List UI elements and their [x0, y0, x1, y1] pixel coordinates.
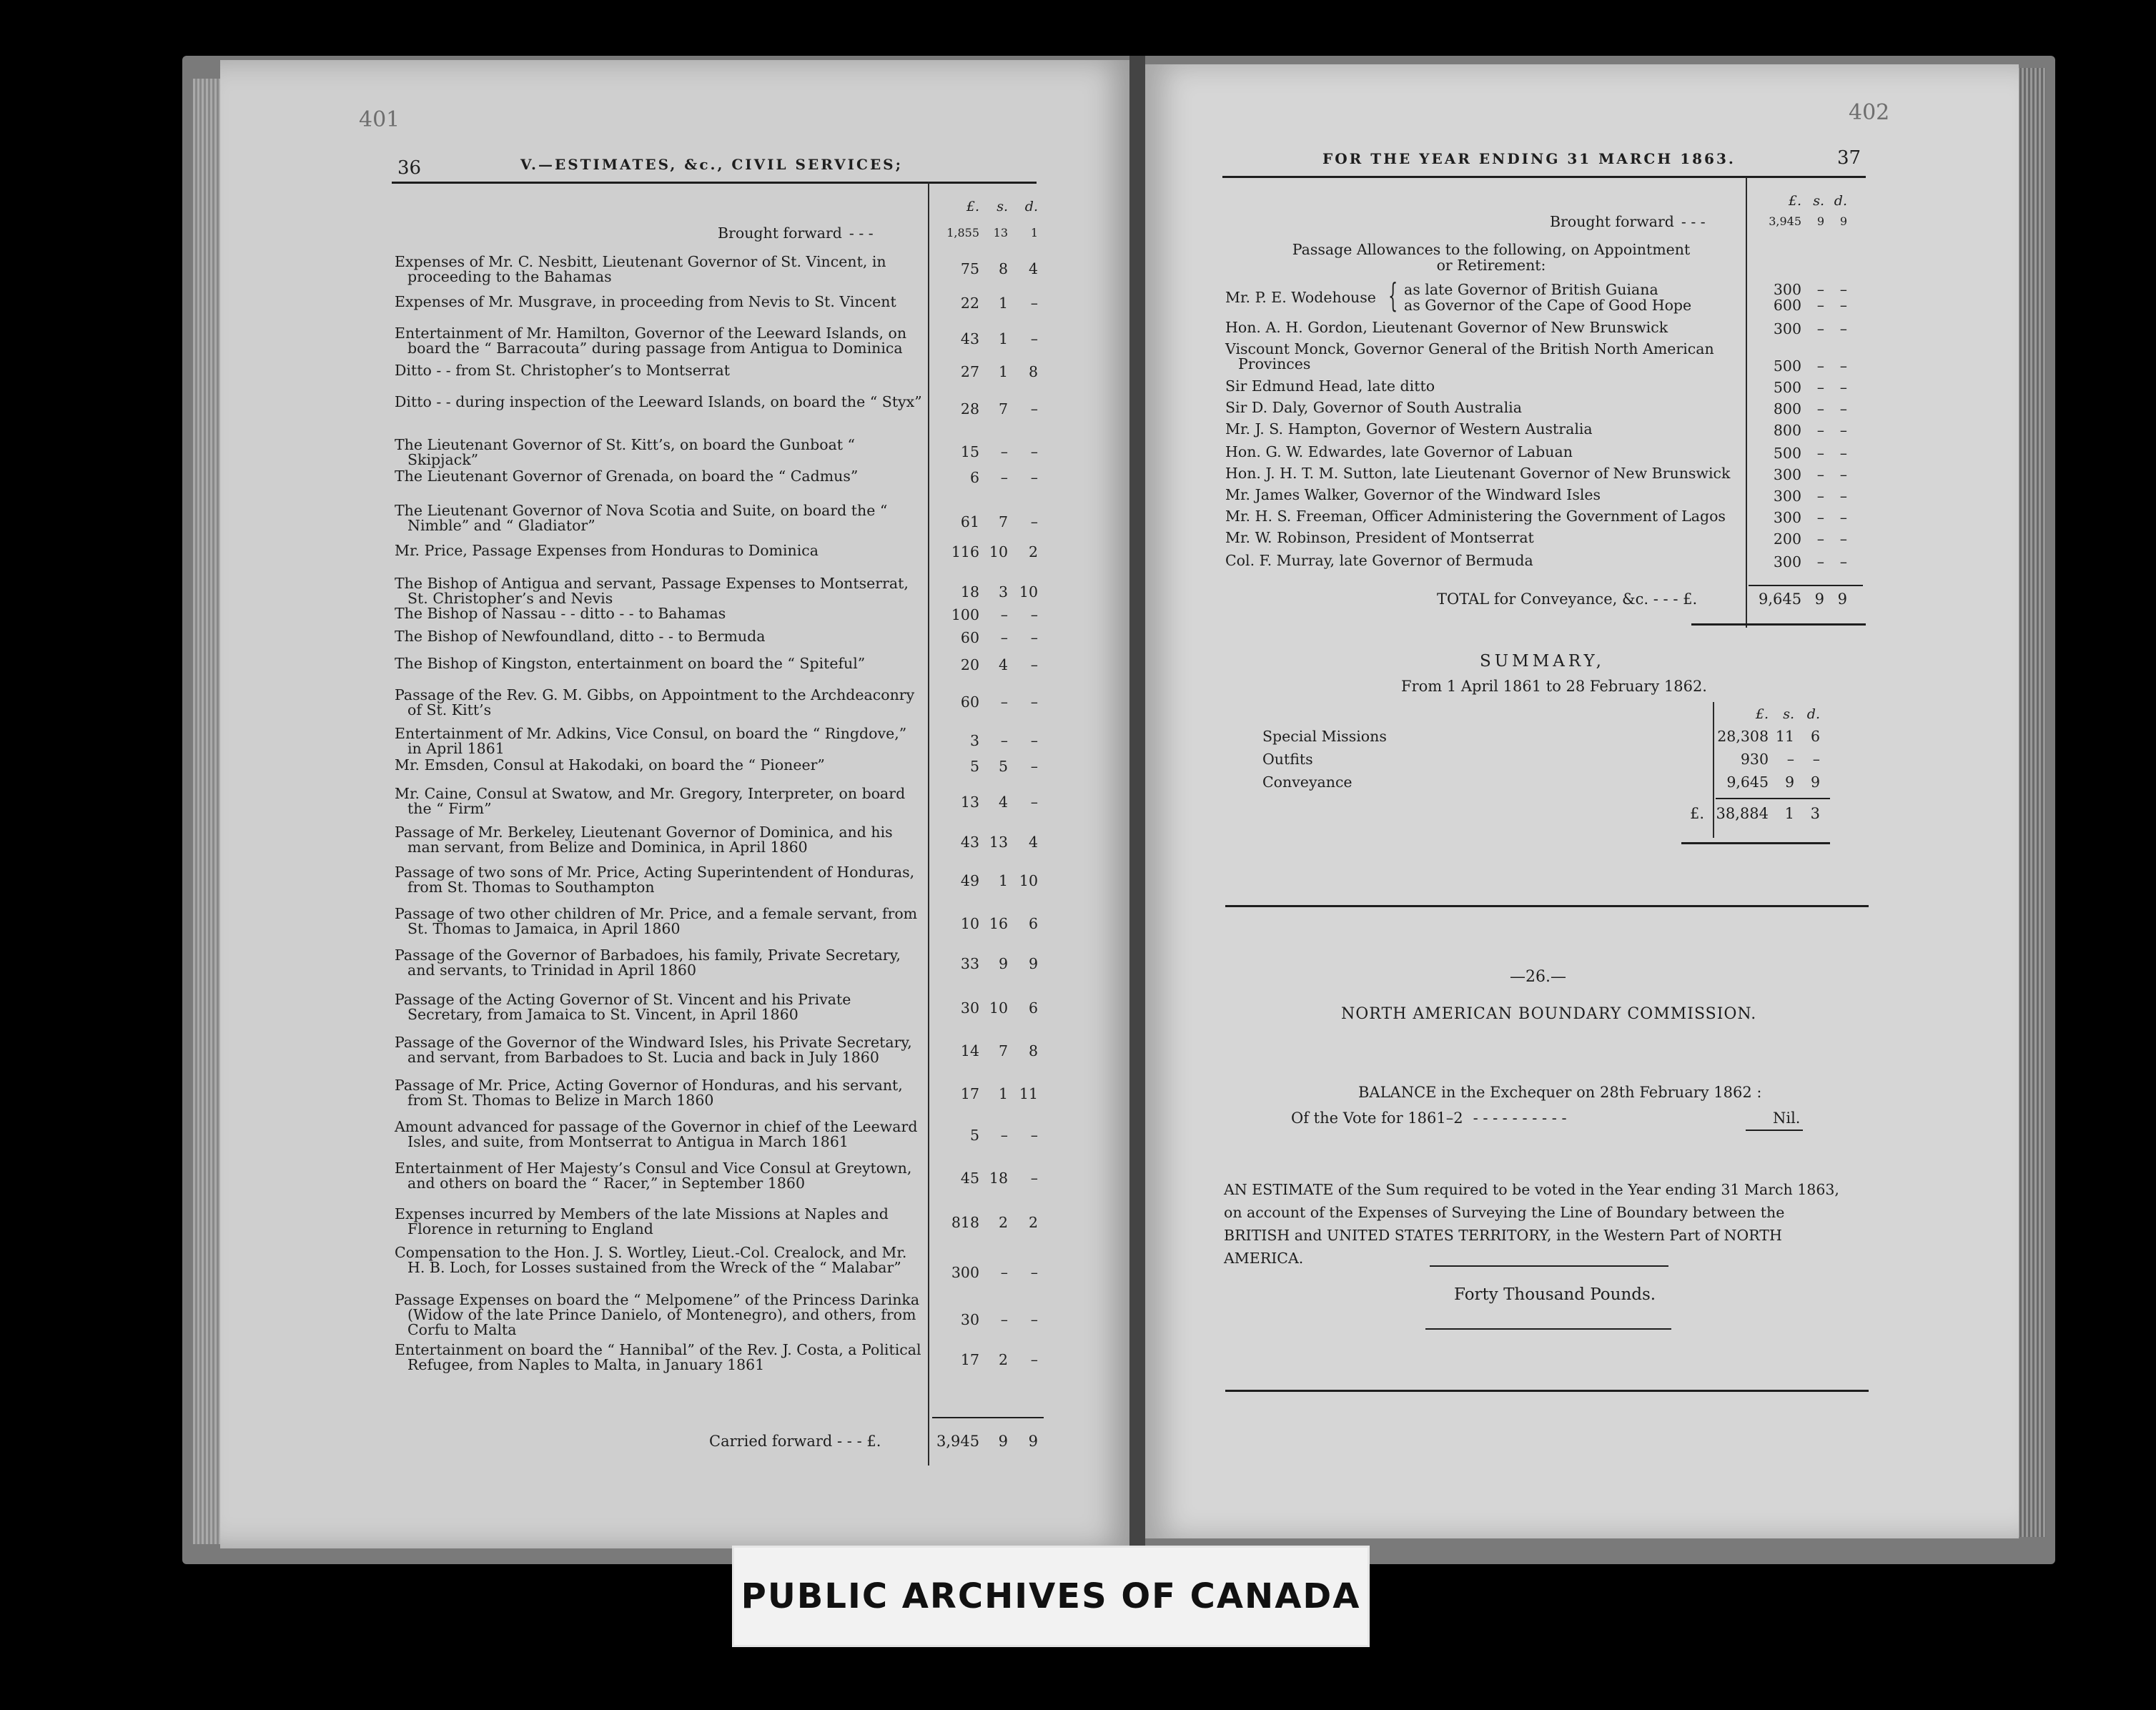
summary-total-label: £. — [1690, 805, 1705, 822]
left-entry-text: Passage of two sons of Mr. Price, Acting Superintendent of Honduras, from St. Thomas to Southampton — [395, 864, 915, 896]
left-entry-amount: 43 1 – — [960, 330, 1038, 347]
left-entry-text: The Bishop of Nassau - - ditto - - to Bahamas — [395, 605, 726, 622]
right-entry-amount: 800 – – — [1773, 400, 1847, 417]
vote-label: Of the Vote for 1861–2 - - - - - - - - - - — [1291, 1109, 1567, 1127]
left-page-edges — [193, 79, 222, 1544]
left-entry-row — [395, 786, 922, 816]
wodehouse-brace: { — [1388, 276, 1398, 315]
summary-row-amount: 28,308 11 6 — [1717, 728, 1820, 745]
left-entry-text: The Bishop of Newfoundland, ditto - - to Bermuda — [395, 628, 766, 645]
right-entry-text: Mr. W. Robinson, President of Montserrat — [1225, 529, 1534, 546]
col-shillings: s. — [1813, 193, 1824, 209]
summary-double-rule — [1681, 842, 1830, 844]
left-carried-rule — [932, 1417, 1044, 1418]
summary-total-amount: 38,884 1 3 — [1716, 805, 1820, 822]
right-entry-amount: 300 – – — [1773, 488, 1847, 505]
right-entry-amount: 300 – – — [1773, 553, 1847, 570]
total-conveyance-amount: 9,645 9 9 — [1759, 590, 1847, 608]
left-entry-row — [395, 688, 922, 718]
left-entry-row — [395, 576, 922, 606]
left-entry-amount: 100 – – — [951, 606, 1038, 623]
left-entry-text: Mr. Caine, Consul at Swatow, and Mr. Gregory, Interpreter, on board the “ Firm” — [395, 785, 906, 817]
left-column-divider — [928, 182, 929, 1466]
left-entry-amount: 27 1 8 — [960, 363, 1038, 380]
left-entry-row — [395, 656, 922, 671]
left-entry-text: Passage of Mr. Price, Acting Governor of Honduras, and his servant, from St. Thomas to Belize in March 1860 — [395, 1077, 903, 1109]
summary-row-label: Conveyance — [1262, 774, 1353, 791]
right-entry-row — [1225, 342, 1740, 372]
left-entry-row — [395, 758, 922, 773]
right-entry-text: Mr. H. S. Freeman, Officer Administering the Government of Lagos — [1225, 508, 1726, 525]
left-entry-amount: 17 2 – — [960, 1351, 1038, 1368]
right-entry-row — [1225, 530, 1740, 545]
left-entry-amount: 33 9 9 — [960, 955, 1038, 972]
left-entry-amount: 10 16 6 — [960, 915, 1038, 932]
brought-forward-label: Brought forward — [718, 224, 842, 242]
left-entry-amount: 14 7 8 — [960, 1042, 1038, 1059]
right-entry-text: Sir Edmund Head, late ditto — [1225, 377, 1435, 395]
right-entry-amount: 300 – – — [1773, 466, 1847, 483]
left-entry-text: Passage of the Rev. G. M. Gibbs, on Appointment to the Archdeaconry of St. Kitt’s — [395, 686, 915, 718]
right-entry-text: Col. F. Murray, late Governor of Bermuda — [1225, 552, 1533, 569]
left-entry-amount: 28 7 – — [960, 400, 1038, 417]
right-column-heads — [1759, 193, 1847, 209]
summary-row-label: Special Missions — [1262, 728, 1387, 745]
summary-column-divider — [1713, 702, 1714, 838]
archive-stamp — [732, 1546, 1370, 1647]
summary-column-heads: £. s. d. — [1755, 706, 1820, 722]
right-entry-row — [1225, 445, 1740, 460]
sum-top-rule — [1430, 1265, 1668, 1267]
col-pounds: £. — [966, 199, 979, 214]
left-entry-text: Mr. Emsden, Consul at Hakodaki, on board the “ Pioneer” — [395, 756, 825, 774]
right-brought-forward-row: Brought forward - - - — [1550, 213, 1706, 230]
summary-sum-rule — [1716, 798, 1830, 799]
section-title: NORTH AMERICAN BOUNDARY COMMISSION. — [1341, 1005, 1757, 1023]
right-entry-text: Hon. A. H. Gordon, Lieutenant Governor of New Brunswick — [1225, 319, 1668, 336]
left-entry-text: Passage of two other children of Mr. Price, and a female servant, from St. Thomas to Jamaica, in April 1860 — [395, 905, 918, 937]
right-header-rule — [1222, 176, 1866, 178]
col-pounds: £. — [1788, 193, 1801, 209]
passage-allowances-intro: Passage Allowances to the following, on Appointment or Retirement: — [1292, 241, 1691, 274]
right-entry-text: Hon. G. W. Edwardes, late Governor of Labuan — [1225, 443, 1573, 460]
section-number: —26.— — [1510, 968, 1566, 986]
left-entry-text: Entertainment of Her Majesty’s Consul and Vice Consul at Greytown, and others on board the “ Racer,” in September 1860 — [395, 1160, 912, 1192]
left-entry-text: Expenses incurred by Members of the late Missions at Naples and Florence in returning to England — [395, 1205, 889, 1237]
left-entry-row — [395, 906, 922, 936]
left-entry-row — [395, 254, 922, 285]
left-header-rule — [392, 182, 1037, 184]
right-entry-amount: 500 – – — [1773, 379, 1847, 396]
left-entry-text: Passage of Mr. Berkeley, Lieutenant Governor of Dominica, and his man servant, from Belize and Dominica, in April 1860 — [395, 824, 893, 856]
left-entry-text: Compensation to the Hon. J. S. Wortley, Lieut.-Col. Crealock, and Mr. H. B. Loch, for Losses sustained from the Wreck of the “ Malabar” — [395, 1244, 907, 1276]
left-entry-text: Amount advanced for passage of the Governor in chief of the Leeward Isles, and suite, from Montserrat to Antigua in March 1861 — [395, 1118, 918, 1150]
wodehouse-amount-1: 300 – – — [1773, 281, 1847, 298]
left-page-number: 36 — [397, 157, 422, 179]
wodehouse-amount-2: 600 – – — [1773, 297, 1847, 314]
col-pence: d. — [1834, 193, 1847, 209]
left-entry-amount: 18 3 10 — [960, 583, 1038, 601]
right-total-rule — [1749, 585, 1863, 586]
summary-row-amount: 930 – – — [1740, 751, 1820, 768]
left-entry-text: The Lieutenant Governor of Nova Scotia and Suite, on board the “ Nimble” and “ Gladiator” — [395, 502, 888, 534]
summary-title: SUMMARY, — [1480, 652, 1605, 671]
left-entry-text: Expenses of Mr. C. Nesbitt, Lieutenant Governor of St. Vincent, in proceeding to the Bahamas — [395, 253, 886, 285]
right-entry-row — [1225, 466, 1740, 481]
left-entry-amount: 6 – – — [969, 469, 1038, 486]
right-entry-amount: 200 – – — [1773, 530, 1847, 548]
right-entry-amount: 300 – – — [1773, 320, 1847, 337]
left-entry-amount: 45 18 – — [960, 1170, 1038, 1187]
right-entry-amount: 300 – – — [1773, 509, 1847, 526]
left-entry-text: Ditto - - during inspection of the Leeward Islands, on board the “ Styx” — [395, 393, 922, 410]
left-entry-row — [395, 606, 922, 621]
right-old-page-number: 402 — [1849, 100, 1890, 125]
left-entry-row — [395, 395, 922, 410]
right-entry-row — [1225, 400, 1740, 415]
summary-row-label: Outfits — [1262, 751, 1313, 768]
left-entry-text: The Lieutenant Governor of Grenada, on board the “ Cadmus” — [395, 468, 859, 485]
left-entry-row — [395, 948, 922, 978]
left-entry-text: Entertainment of Mr. Hamilton, Governor of the Leeward Islands, on board the “ Barracouta” during passage from Antigua to Dominica — [395, 325, 907, 357]
right-running-header: FOR THE YEAR ENDING 31 MARCH 1863. — [1322, 150, 1736, 167]
section-divider-rule — [1225, 905, 1869, 907]
right-column-divider — [1746, 177, 1747, 628]
left-entry-row — [395, 825, 922, 855]
left-entry-amount: 60 – – — [960, 693, 1038, 711]
col-shillings: s. — [997, 199, 1008, 214]
left-entry-amount: 30 10 6 — [960, 999, 1038, 1017]
right-entry-row — [1225, 422, 1740, 437]
left-entry-amount: 60 – – — [960, 629, 1038, 646]
left-entry-amount: 61 7 – — [960, 513, 1038, 530]
left-entry-amount: 22 1 – — [960, 295, 1038, 312]
left-column-heads — [936, 199, 1038, 214]
left-entry-amount: 818 2 2 — [951, 1214, 1038, 1231]
summary-subtitle: From 1 April 1861 to 28 February 1862. — [1401, 678, 1707, 695]
page-end-rule — [1225, 1390, 1869, 1392]
left-entry-amount: 5 5 – — [969, 758, 1038, 775]
left-entry-text: Passage of the Acting Governor of St. Vincent and his Private Secretary, from Jamaica to St. Vincent, in April 1860 — [395, 991, 851, 1023]
left-entry-row — [395, 469, 922, 484]
brought-forward-amount: 1,855 13 1 — [946, 226, 1038, 239]
left-entry-text: Passage Expenses on board the “ Melpomene” of the Princess Darinka (Widow of the late Prince Danielo, of Montenegro), and others, from Corfu to Malta — [395, 1291, 920, 1338]
right-entry-row — [1225, 509, 1740, 524]
right-page-number: 37 — [1837, 147, 1861, 169]
wodehouse-name: Mr. P. E. Wodehouse — [1225, 289, 1376, 306]
left-old-page-number: 401 — [359, 107, 400, 132]
left-entry-row — [395, 1343, 922, 1373]
left-entry-amount: 15 – – — [960, 443, 1038, 460]
left-entry-row — [395, 363, 922, 378]
carried-forward-amount: 3,945 9 9 — [936, 1433, 1038, 1450]
left-entry-amount: 3 – – — [969, 732, 1038, 749]
left-entry-amount: 5 – – — [969, 1127, 1038, 1144]
left-entry-text: The Lieutenant Governor of St. Kitt’s, on board the Gunboat “ Skipjack” — [395, 436, 856, 468]
total-conveyance-label: TOTAL for Conveyance, &c. - - - £. — [1437, 590, 1698, 608]
right-entry-amount: 500 – – — [1773, 357, 1847, 375]
summary-row-amount: 9,645 9 9 — [1726, 774, 1820, 791]
wodehouse-line-1: as late Governor of British Guiana — [1404, 281, 1658, 298]
archive-stamp-text: PUBLIC ARCHIVES OF CANADA — [741, 1576, 1361, 1616]
left-entry-row — [395, 438, 922, 468]
left-entry-row — [395, 726, 922, 756]
left-entry-text: Entertainment on board the “ Hannibal” of the Rev. J. Costa, a Political Refugee, from Naples to Malta, in January 1861 — [395, 1341, 921, 1373]
left-entry-row — [395, 1120, 922, 1150]
right-entry-text: Sir D. Daly, Governor of South Australia — [1225, 399, 1522, 416]
left-entry-text: Ditto - - from St. Christopher’s to Montserrat — [395, 362, 730, 379]
right-entry-text: Mr. J. S. Hampton, Governor of Western Australia — [1225, 420, 1593, 438]
left-entry-amount: 30 – – — [960, 1311, 1038, 1328]
left-entry-text: Entertainment of Mr. Adkins, Vice Consul, on board the “ Ringdove,” in April 1861 — [395, 725, 907, 757]
brought-forward-row: Brought forward - - - — [718, 224, 874, 242]
estimate-text: AN ESTIMATE of the Sum required to be voted in the Year ending 31 March 1863, on account of the Expenses of Surveying the Line of Boundary between the BRITISH and UNITED STATES TERRITORY, in the Western Part of NORTH AMERICA. — [1224, 1181, 1839, 1267]
right-entry-text: Hon. J. H. T. M. Sutton, late Lieutenant Governor of New Brunswick — [1225, 465, 1731, 482]
left-entry-row — [395, 629, 922, 644]
total-double-rule — [1691, 623, 1866, 626]
left-entry-row — [395, 1161, 922, 1191]
left-entry-text: Mr. Price, Passage Expenses from Honduras to Dominica — [395, 542, 819, 559]
left-entry-row — [395, 543, 922, 558]
right-entry-row — [1225, 488, 1740, 503]
left-entry-amount: 17 1 11 — [960, 1085, 1038, 1102]
left-entry-amount: 300 – – — [951, 1264, 1038, 1281]
sum-in-words: Forty Thousand Pounds. — [1454, 1285, 1656, 1304]
left-entry-amount: 116 10 2 — [951, 543, 1038, 560]
left-entry-row — [395, 1207, 922, 1237]
right-entry-amount: 500 – – — [1773, 445, 1847, 462]
left-entry-row — [395, 503, 922, 533]
left-entry-row — [395, 326, 922, 356]
left-running-header: V.—ESTIMATES, &c., CIVIL SERVICES; — [520, 156, 904, 173]
left-entry-amount: 13 4 – — [960, 794, 1038, 811]
left-entry-amount: 20 4 – — [960, 656, 1038, 673]
right-entry-amount: 800 – – — [1773, 422, 1847, 439]
right-page-edges — [2017, 68, 2046, 1537]
right-entry-row — [1225, 320, 1740, 335]
left-entry-row — [395, 1245, 922, 1275]
right-entry-row — [1225, 379, 1740, 394]
sum-bottom-rule — [1425, 1328, 1671, 1330]
left-entry-row — [395, 1293, 922, 1338]
right-entry-row — [1225, 553, 1740, 568]
vote-underline — [1746, 1130, 1803, 1131]
left-entry-text: Expenses of Mr. Musgrave, in proceeding from Nevis to St. Vincent — [395, 293, 896, 310]
left-entry-row — [395, 1078, 922, 1108]
right-entry-text: Viscount Monck, Governor General of the British North American Provinces — [1225, 340, 1714, 372]
left-entry-row — [395, 1035, 922, 1065]
vote-value: Nil. — [1773, 1109, 1801, 1127]
left-entry-text: Passage of the Governor of Barbadoes, his family, Private Secretary, and servants, to Trinidad in April 1860 — [395, 947, 901, 979]
right-brought-forward-amount: 3,945 9 9 — [1769, 214, 1847, 228]
left-entry-amount: 75 8 4 — [960, 260, 1038, 277]
left-entry-row — [395, 865, 922, 895]
left-entry-row — [395, 295, 922, 310]
left-entry-amount: 43 13 4 — [960, 834, 1038, 851]
col-pence: d. — [1024, 199, 1038, 214]
left-entry-text: The Bishop of Antigua and servant, Passage Expenses to Montserrat, St. Christopher’s and Nevis — [395, 575, 909, 607]
wodehouse-line-2: as Governor of the Cape of Good Hope — [1404, 297, 1692, 314]
left-entry-text: The Bishop of Kingston, entertainment on board the “ Spiteful” — [395, 655, 866, 672]
carried-forward-label: Carried forward - - - £. — [709, 1433, 881, 1450]
left-entry-amount: 49 1 10 — [960, 872, 1038, 889]
left-entry-row — [395, 992, 922, 1022]
left-entry-text: Passage of the Governor of the Windward Isles, his Private Secretary, and servant, from Barbadoes to St. Lucia and back in July 1860 — [395, 1034, 912, 1066]
book-gutter — [1129, 56, 1145, 1557]
balance-line: BALANCE in the Exchequer on 28th February 1862 : — [1358, 1084, 1762, 1101]
right-entry-text: Mr. James Walker, Governor of the Windward Isles — [1225, 486, 1601, 503]
